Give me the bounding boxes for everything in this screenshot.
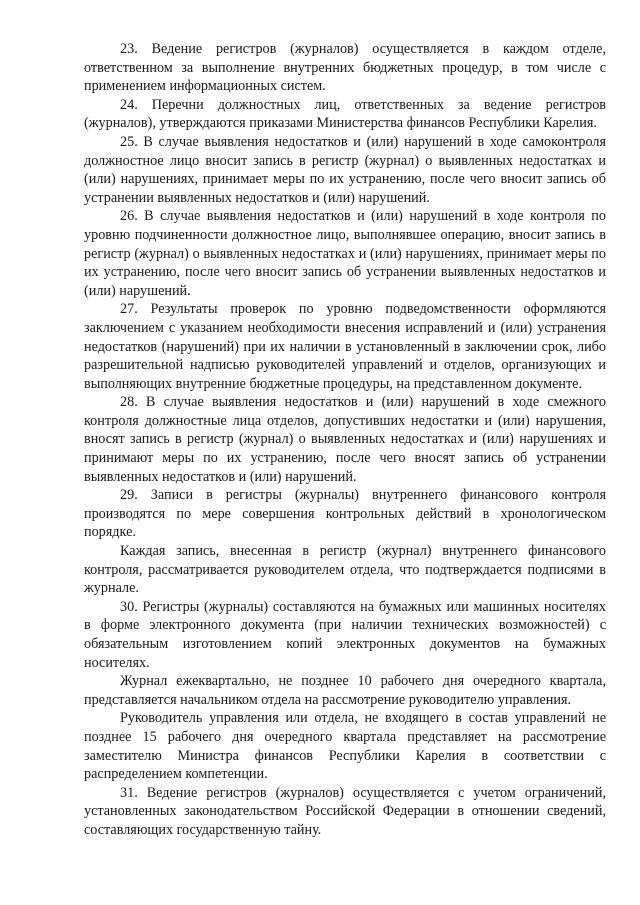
paragraph-30-head: Руководитель управления или отдела, не входящего в состав управлений не позднее 15 рабочего дня очередного квартала представляет на рассмотрение заместителю Министра финансов Республики Карелия в соответствии с распределением компетенции. (84, 710, 606, 783)
paragraph-29-continuation: Каждая запись, внесенная в регистр (журнал) внутреннего финансового контроля, рассматривается руководителем отдела, что подтверждается подписями в журнале. (84, 543, 606, 597)
paragraph-30-journal: Журнал ежеквартально, не позднее 10 рабочего дня очередного квартала, представляется начальником отдела на рассмотрение руководителю управления. (84, 673, 606, 708)
paragraph-27: 27. Результаты проверок по уровню подведомственности оформляются заключением с указанием необходимости внесения исправлений и (или) устранения недостатков (нарушений) при их наличии в установленный в заключении срок, либо разрешительной надписью руководителей управлений и отделов, организующих и выполняющих внутренние бюджетные процедуры, на представленном документе. (84, 301, 606, 392)
paragraph-26: 26. В случае выявления недостатков и (или) нарушений в ходе контроля по уровню подчиненности должностное лицо, выполнявшее операцию, вносит запись в регистр (журнал) о выявленных недостатках и (или) нарушениях, принимает меры по их устранению, после чего вносит запись об устранении выявленных недостатков и (или) нарушений. (84, 208, 606, 299)
paragraph-30: 30. Регистры (журналы) составляются на бумажных или машинных носителях в форме электронного документа (при наличии технических возможностей) с обязательным изготовлением копий электронных документов на бумажных носителях. (84, 598, 606, 671)
paragraph-23: 23. Ведение регистров (журналов) осуществляется в каждом отделе, ответственном за выполнение внутренних бюджетных процедур, в том числе с применением информационных систем. (84, 41, 606, 95)
paragraph-31: 31. Ведение регистров (журналов) осуществляется с учетом ограничений, установленных законодательством Российской Федерации в отношении сведений, составляющих государственную тайну. (84, 784, 606, 838)
paragraph-24: 24. Перечни должностных лиц, ответственных за ведение регистров (журналов), утверждаются приказами Министерства финансов Республики Карелия. (84, 96, 606, 132)
paragraph-28: 28. В случае выявления недостатков и (или) нарушений в ходе смежного контроля должностные лица отделов, допустивших недостатки и (или) нарушения, вносят запись в регистр (журнал) о выявленных недостатках и (или) нарушениях и принимают меры по их устранению, после чего вносят запись об устранении выявленных недостатков и (или) нарушений. (84, 394, 606, 485)
paragraph-29: 29. Записи в регистры (журналы) внутреннего финансового контроля производятся по мере совершения контрольных действий в хронологическом порядке. (84, 487, 606, 541)
document-page (84, 40, 606, 840)
paragraph-25: 25. В случае выявления недостатков и (или) нарушений в ходе самоконтроля должностное лицо вносит запись в регистр (журнал) о выявленных недостатках и (или) нарушениях, принимает меры по их устранению, после чего вносит запись об устранении выявленных недостатков и (или) нарушений. (84, 133, 606, 206)
